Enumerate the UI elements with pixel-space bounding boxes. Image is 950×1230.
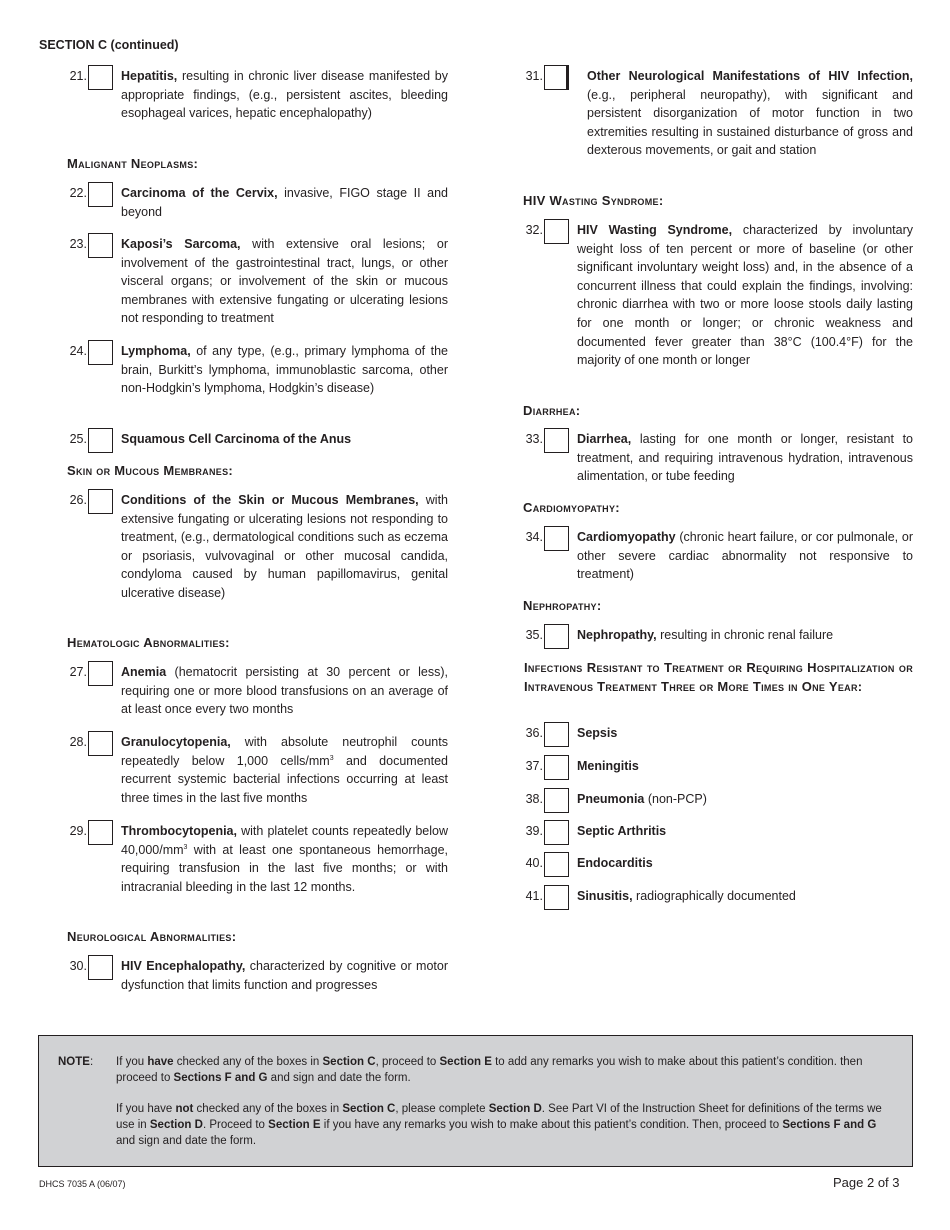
item-number: 29. <box>69 824 87 838</box>
item-text: Lymphoma, of any type, (e.g., primary lymphoma of the brain, Burkitt’s lymphoma, immunoblastic sarcoma, other non-Hodgkin’s lymphoma, Hodgkin’s disease) <box>121 344 448 396</box>
checkbox-37[interactable] <box>544 755 569 780</box>
item-text: Squamous Cell Carcinoma of the Anus <box>121 432 352 446</box>
item-number: 28. <box>69 735 87 749</box>
item-text: Thrombocytopenia, with platelet counts repeatedly below $40,000/mm^3$ with at least one spontaneous hemorrhage, requiring transfusion in the last five months; or with intracranial bleeding in the last 12 months. <box>121 824 448 894</box>
item-number: 32. <box>525 223 543 237</box>
subheading-diarrhea: Diarrhea: <box>523 403 581 418</box>
note-box <box>38 1035 913 1167</box>
item-text: Granulocytopenia, with absolute neutrophil counts repeatedly below 1,000 cells/$mm^3$ and documented recurrent systemic bacterial infections occurring at least three times in the last five months <box>121 735 448 805</box>
checkbox-32[interactable] <box>544 219 569 244</box>
item-text: Diarrhea, lasting for one month or longer, resistant to treatment, and requiring intravenous hydration, intravenous alimentation, or tube feeding <box>577 432 913 484</box>
subheading-hematologic: Hematologic Abnormalities: <box>67 635 230 650</box>
checkbox-39[interactable] <box>544 820 569 845</box>
item-number: 35. <box>525 628 543 642</box>
item-text: Conditions of the Skin or Mucous Membranes, with extensive fungating or ulcerating lesions not responding to treatment, (e.g., dermatological conditions such as eczema or psoriasis, vulvovaginal or other mucosal candida, condyloma caused by human papillomavirus, genital ulcerative disease) <box>121 493 448 600</box>
checkbox-41[interactable] <box>544 885 569 910</box>
subheading-neurological: Neurological Abnormalities: <box>67 929 237 944</box>
item-number: 38. <box>525 792 543 806</box>
checkbox-23[interactable] <box>88 233 113 258</box>
note-paragraph-2: If you have not checked any of the boxes in Section C, please complete Section D. See Part VI of the Instruction Sheet for definitions of the terms we use in Section D. Proceed to Section E if you have any remarks you wish to make about this patient’s condition. Then, proceed to Sections F and G and sign and date the form. <box>116 1103 882 1147</box>
item-number: 40. <box>525 856 543 870</box>
item-number: 22. <box>69 186 87 200</box>
item-number: 36. <box>525 726 543 740</box>
item-number: 23. <box>69 237 87 251</box>
note-label: NOTE: <box>58 1056 94 1068</box>
item-text: HIV Encephalopathy, characterized by cognitive or motor dysfunction that limits function and progresses <box>121 959 448 992</box>
item-number: 21. <box>69 69 87 83</box>
item-text: HIV Wasting Syndrome, characterized by involuntary weight loss of ten percent or more of baseline (or other significant involuntary weight loss) and, in the absence of a concurrent illness that could explain the findings, involving: chronic diarrhea with two or more loose stools daily lasting for one month or longer; or chronic weakness and documented fever greater than 38°C (100.4°F) for the majority of one month or longer <box>577 223 914 368</box>
checkbox-21[interactable] <box>88 65 113 90</box>
checkbox-27[interactable] <box>88 661 113 686</box>
item-number: 26. <box>69 493 87 507</box>
subheading-nephropathy: Nephropathy: <box>523 598 602 613</box>
item-text: Carcinoma of the Cervix, invasive, FIGO stage II and beyond <box>121 186 449 219</box>
checkbox-40[interactable] <box>544 852 569 877</box>
item-number: 30. <box>69 959 87 973</box>
checkbox-38[interactable] <box>544 788 569 813</box>
checkbox-35[interactable] <box>544 624 569 649</box>
item-number: 39. <box>525 824 543 838</box>
item-text: Other Neurological Manifestations of HIV Infection, (e.g., peripheral neuropathy), with significant and persistent disorganization of motor function in two extremities resulting in sustained disturbance of gross and dexterous movements, or gait and station <box>587 69 913 158</box>
checkbox-34[interactable] <box>544 526 569 551</box>
checkbox-30[interactable] <box>88 955 113 980</box>
checkbox-26[interactable] <box>88 489 113 514</box>
item-number: 31. <box>525 69 543 83</box>
item-text: Septic Arthritis <box>577 824 667 838</box>
subheading-cardiomyopathy: Cardiomyopathy: <box>523 500 620 515</box>
item-text: Sinusitis, radiographically documented <box>577 889 796 903</box>
checkbox-31[interactable] <box>544 65 569 90</box>
subheading-infections: Infections Resistant to Treatment or Requiring Hospitalization or Intravenous Treatment Three or More Times in One Year: <box>524 660 913 694</box>
checkbox-33[interactable] <box>544 428 569 453</box>
note-paragraph-1: If you have checked any of the boxes in Section C, proceed to Section E to add any remarks you wish to make about this patient’s condition. then proceed to Sections F and G and sign and date the form. <box>116 1056 863 1084</box>
item-text: Kaposi’s Sarcoma, with extensive oral lesions; or involvement of the gastrointestinal tract, lungs, or other visceral organs; or involvement of the skin or mucous membranes with extensive fungating or ulcerating lesions not responding to treatment <box>121 237 449 326</box>
checkbox-29[interactable] <box>88 820 113 845</box>
subheading-hiv-wasting: HIV Wasting Syndrome: <box>523 193 664 208</box>
item-text: Cardiomyopathy (chronic heart failure, or cor pulmonale, or other severe cardiac abnormality not responsive to treatment) <box>577 530 913 582</box>
item-number: 24. <box>69 344 87 358</box>
item-number: 41. <box>525 889 543 903</box>
section-header: SECTION C (continued) <box>39 38 179 52</box>
subheading-skin: Skin or Mucous Membranes: <box>67 463 233 478</box>
item-text: Nephropathy, resulting in chronic renal failure <box>577 628 834 642</box>
form-id: DHCS 7035 A (06/07) <box>39 1179 126 1189</box>
checkbox-22[interactable] <box>88 182 113 207</box>
item-number: 34. <box>525 530 543 544</box>
item-number: 27. <box>69 665 87 679</box>
checkbox-28[interactable] <box>88 731 113 756</box>
item-text: Meningitis <box>577 759 639 773</box>
item-text: Pneumonia (non-PCP) <box>577 792 707 806</box>
item-number: 25. <box>69 432 87 446</box>
item-text: Sepsis <box>577 726 618 740</box>
checkbox-36[interactable] <box>544 722 569 747</box>
checkbox-25[interactable] <box>88 428 113 453</box>
item-number: 37. <box>525 759 543 773</box>
page-number: Page 2 of 3 <box>833 1175 900 1190</box>
checkbox-24[interactable] <box>88 340 113 365</box>
item-text: Hepatitis, resulting in chronic liver disease manifested by appropriate findings, (e.g., persistent ascites, bleeding esophageal varices, hepatic encephalopathy) <box>121 69 448 121</box>
item-text: Anemia (hematocrit persisting at 30 percent or less), requiring one or more blood transfusions on an average of at least once every two months <box>121 665 448 717</box>
subheading-malignant-neoplasms: Malignant Neoplasms: <box>67 156 199 171</box>
item-text: Endocarditis <box>577 856 653 870</box>
item-number: 33. <box>525 432 543 446</box>
